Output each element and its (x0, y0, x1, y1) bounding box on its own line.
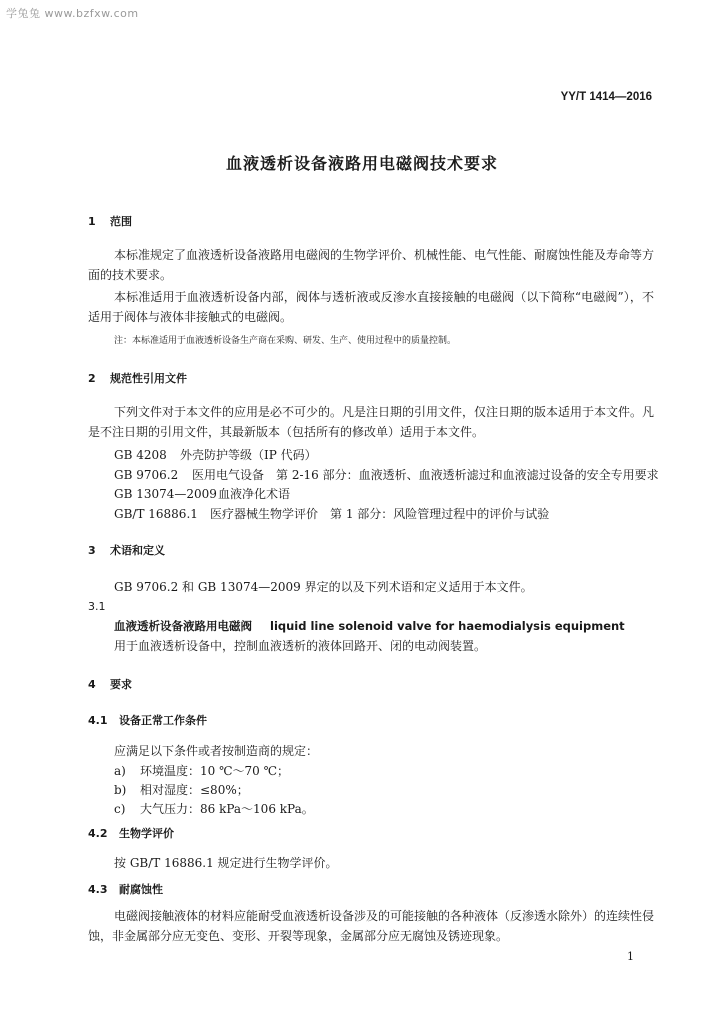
reference-item (114, 485, 290, 502)
subsection-title: 设备正常工作条件 (119, 714, 207, 727)
reference-code: GB 4208 (114, 448, 167, 462)
term-chinese: 血液透析设备液路用电磁阀 (114, 619, 252, 633)
list-item (114, 762, 289, 779)
watermark: 学兔兔 www.bzfxw.com (6, 7, 139, 20)
section-2-paragraph-1: 下列文件对于本文件的应用是必不可少的。凡是注日期的引用文件，仅注日期的版本适用于本文件。凡是不注日期的引用文件，其最新版本（包括所有的修改单）适用于本文件。 (88, 405, 655, 439)
reference-text: 医疗器械生物学评价 第 1 部分：风险管理过程中的评价与试验 (210, 507, 550, 521)
subsection-number: 4.3 (88, 883, 108, 896)
section-1-paragraph-1: 本标准规定了血液透析设备液路用电磁阀的生物学评价、机械性能、电气性能、耐腐蚀性能及寿命等方面的技术要求。 (88, 248, 655, 282)
list-item-label: b) (114, 783, 127, 797)
reference-code: GB/T 16886.1 (114, 507, 198, 521)
standard-number: YY/T 1414—2016 (560, 91, 652, 103)
section-title: 术语和定义 (110, 544, 165, 557)
list-item-text: 相对湿度：≤80%； (140, 783, 249, 797)
subsection-4-1-heading (88, 712, 207, 728)
section-1-paragraph-2: 本标准适用于血液透析设备内部，阀体与透析液或反渗水直接接触的电磁阀（以下简称“电磁阀”），不适用于阀体与液体非接触式的电磁阀。 (88, 290, 654, 324)
section-1-note: 注：本标准适用于血液透析设备生产商在采购、研发、生产、使用过程中的质量控制。 (114, 336, 457, 346)
subsection-4-3-text: 电磁阀接触液体的材料应能耐受血液透析设备涉及的可能接触的各种液体（反渗透水除外）的连续性侵蚀，非金属部分应无变色、变形、开裂等现象，金属部分应无腐蚀及锈迹现象。 (88, 909, 655, 943)
section-title: 规范性引用文件 (110, 372, 187, 385)
subsection-number: 4.2 (88, 827, 108, 840)
reference-code: GB 9706.2 (114, 468, 179, 482)
section-3-heading (88, 542, 165, 558)
page-title: 血液透析设备液路用电磁阀技术要求 (225, 154, 498, 173)
list-item-label: c) (114, 802, 126, 816)
reference-text: 血液净化术语 (218, 487, 291, 501)
list-item-text: 环境温度：10 ℃～70 ℃； (140, 764, 290, 778)
section-1-heading (88, 213, 132, 229)
list-item (114, 781, 249, 798)
term-number: 3.1 (88, 600, 106, 613)
section-3-paragraph-1: GB 9706.2 和 GB 13074—2009 界定的以及下列术语和定义适用于本文件。 (114, 580, 533, 594)
reference-code: GB 13074—2009 (114, 487, 217, 501)
subsection-title: 耐腐蚀性 (119, 883, 163, 896)
term-definition: 用于血液透析设备中，控制血液透析的液体回路开、闭的电动阀装置。 (114, 639, 487, 653)
section-number: 1 (88, 215, 96, 228)
section-number: 2 (88, 372, 96, 385)
subsection-4-3-heading (88, 881, 163, 897)
reference-text: 外壳防护等级（IP 代码） (180, 448, 317, 462)
section-number: 4 (88, 678, 96, 691)
term-entry (114, 618, 625, 634)
subsection-4-2-text: 按 GB/T 16886.1 规定进行生物学评价。 (114, 856, 338, 870)
section-4-heading (88, 676, 132, 692)
list-item (114, 800, 314, 817)
section-title: 要求 (110, 678, 132, 691)
subsection-title: 生物学评价 (119, 827, 174, 840)
section-2-heading (88, 370, 187, 386)
list-item-text: 大气压力：86 kPa～106 kPa。 (140, 802, 314, 816)
section-number: 3 (88, 544, 96, 557)
term-english: liquid line solenoid valve for haemodialysis equipment (270, 619, 625, 633)
subsection-4-1-intro: 应满足以下条件或者按制造商的规定： (114, 744, 319, 758)
subsection-number: 4.1 (88, 714, 108, 727)
reference-text: 医用电气设备 第 2-16 部分：血液透析、血液透析滤过和血液滤过设备的安全专用要求 (192, 468, 659, 482)
subsection-4-2-heading (88, 825, 174, 841)
reference-item (114, 505, 549, 522)
reference-item (114, 466, 659, 483)
reference-item (114, 446, 317, 463)
section-title: 范围 (110, 215, 132, 228)
list-item-label: a) (114, 764, 126, 778)
page-number: 1 (627, 950, 634, 963)
